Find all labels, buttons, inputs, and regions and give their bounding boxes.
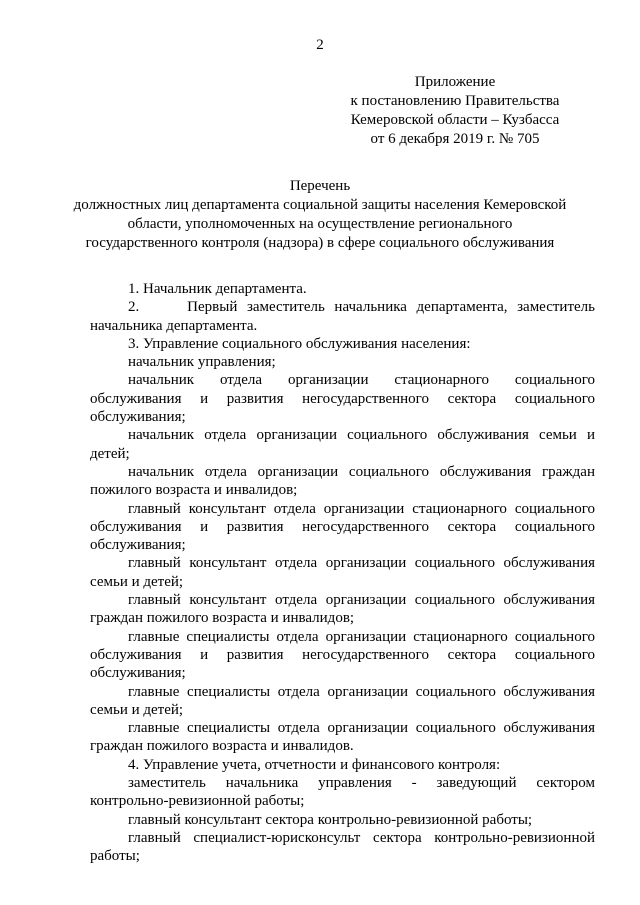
appendix-line: от 6 декабря 2019 г. № 705 [370, 131, 540, 147]
paragraph: начальник отдела организации социального обслуживания граждан пожилого возраста и инвалидов; [90, 463, 595, 499]
paragraph: главные специалисты отдела организации социального обслуживания семьи и детей; [90, 683, 595, 718]
paragraph: 4. Управление учета, отчетности и финансового контроля: [128, 756, 501, 773]
paragraph: 2. Первый заместитель начальника департамента, заместитель начальника департамента. [90, 299, 595, 334]
paragraph: главный консультант сектора контрольно-ревизионной работы; [128, 811, 533, 828]
paragraph: главные специалисты отдела организации социального обслуживания граждан пожилого возраста и инвалидов. [90, 720, 595, 755]
page-number: 2 [316, 37, 324, 53]
appendix-line: к постановлению Правительства [350, 93, 560, 109]
appendix-header [330, 73, 580, 149]
title-line: государственного контроля (надзора) в сфере социального обслуживания [85, 235, 555, 251]
title-line: области, уполномоченных на осуществление регионального [127, 216, 513, 232]
paragraph: главный специалист-юрисконсульт сектора контрольно-ревизионной работы; [90, 829, 595, 865]
paragraph: начальник управления; [128, 354, 276, 371]
paragraph: главные специалисты отдела организации стационарного социального обслуживания и развития негосударственного сектора социального обслуживания; [90, 628, 595, 682]
title-heading: Перечень [289, 178, 351, 194]
paragraph: начальник отдела организации стационарного социального обслуживания и развития негосударственного сектора социального обслуживания; [90, 372, 595, 426]
title-line: должностных лиц департамента социальной защиты населения Кемеровской [73, 197, 567, 213]
paragraph: заместитель начальника управления - заведующий сектором контрольно-ревизионной работы; [90, 775, 595, 810]
document-body [90, 280, 595, 866]
appendix-line: Кемеровской области – Кузбасса [350, 112, 560, 128]
document-title [60, 177, 580, 253]
paragraph: главный консультант отдела организации социального обслуживания граждан пожилого возраста и инвалидов; [90, 592, 595, 627]
paragraph: 3. Управление социального обслуживания населения: [128, 335, 471, 352]
paragraph: 1. Начальник департамента. [128, 281, 307, 297]
paragraph: начальник отдела организации социального обслуживания семьи и детей; [90, 427, 595, 462]
paragraph: главный консультант отдела организации социального обслуживания семьи и детей; [90, 555, 595, 590]
appendix-line: Приложение [414, 74, 496, 90]
paragraph: главный консультант отдела организации стационарного социального обслуживания и развития негосударственного сектора социального обслуживания; [90, 500, 595, 554]
